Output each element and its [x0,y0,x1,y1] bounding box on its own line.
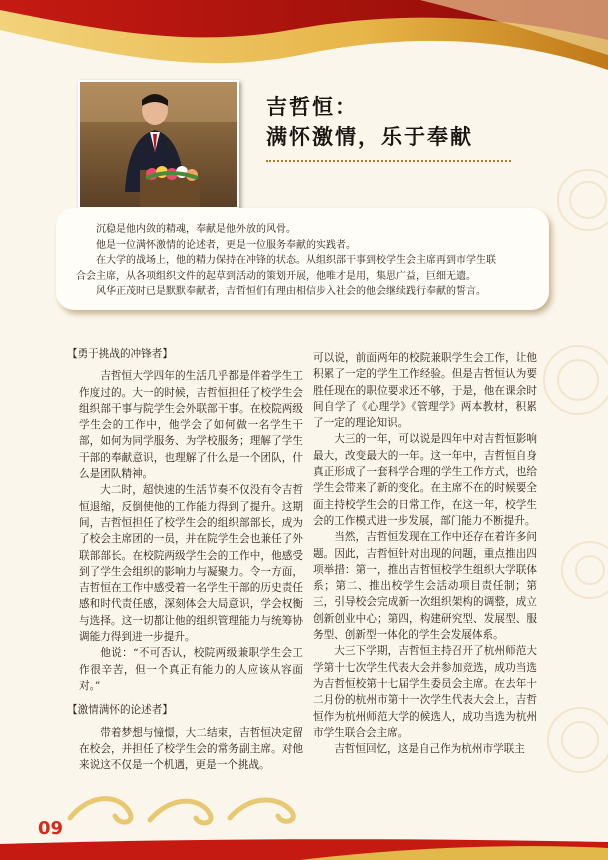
page-number: 09 [38,818,64,839]
footer-band [0,838,608,860]
portrait-photo [78,80,239,209]
gold-swirl-ornament [60,788,320,828]
quote-line: 沉稳是他内敛的精魂，奉献是他外放的风骨。 [96,224,296,235]
right-column [313,350,537,757]
quote-line: 他是一位满怀激情的论述者，更是一位服务奉献的实践者。 [96,239,356,251]
quote-line: 在大学的战场上，他的精力保持在冲锋的状态。从组织部干事到校学生会主席再到市学生联 [96,255,496,266]
paragraph: 他说：“不可否认，校院两级兼职学生会工作很辛苦，但一个真正有能力的人应该从容面对。” [79,647,303,692]
title-divider [266,160,511,162]
paragraph: 大三的一年，可以说是四年中对吉哲恒影响最大，改变最大的一年。这一年中，吉哲恒自身真正形成了一套科学合理的学生工作方式，也给学生会带来了新的变化。在主席不在的时候要全面主持校学生会的日常工作，在这一年，校学生会的工作模式进一步发展，部门能力不断提升。 [313,433,537,527]
quote-line: 风华正茂时已是默默奉献者，吉哲恒们有理由相信步入社会的他会继续践行奉献的誓言。 [96,286,486,297]
quote-line: 合会主席，从各项组织文件的起草到活动的策划开展，他唯才是用，集思广益，巨细无遗。 [76,270,476,282]
paragraph: 大二时，超快速的生活节奏不仅没有令吉哲恒退缩，反倒使他的工作能力得到了提升。这期间，吉哲恒担任了校学生会的组织部部长，成为了校会主席团的一员，并在院学生会也兼任了外联部部长。在校院两级学生会的工作中，他感受到了学生会组织的影响力与凝聚力。令一方面，吉哲恒在工作中感受着一名学生干部的历史责任感和时代责任感，深刻体会大局意识，学会权衡与选择。这一切都让他的组织管理能力与统筹协调能力得到进一步提升。 [79,484,303,644]
section-heading: 【勇于挑战的冲锋者】 [67,348,173,360]
section-heading: 【激情满怀的论述者】 [67,704,173,717]
title-line-1: 吉哲恒： [266,95,358,119]
paragraph: 带着梦想与憧憬，大二结束，吉哲恒决定留在校会，并担任了校学生会的常务副主席。对他来说这不仅是一个机遇，更是一个挑战。 [79,726,303,772]
article-title [266,92,566,162]
paragraph: 可以说，前面两年的校院兼职学生会工作，让他积累了一定的学生工作经验。但是吉哲恒认为要胜任现在的职位要求还不够，于是，他在课余时间自学了《心理学》《管理学》两本教材，积累了一定的理论知识。 [313,352,537,430]
paragraph: 吉哲恒回忆，这是自己作为杭州市学联主 [334,743,525,756]
intro-quote-box [56,208,549,310]
paragraph: 大三下学期，吉哲恒主持召开了杭州师范大学第十七次学生代表大会并参加竞选，成功当选为吉哲恒校第十七届学生委员会主席。在去年十二月份的杭州市第十一次学生代表大会上，吉哲恒作为杭州师范大学的候选人，成功当选为杭州市学生联合会主席。 [313,645,537,739]
paragraph: 吉哲恒大学四年的生活几乎都是伴着学生工作度过的。大一的时候，吉哲恒担任了校学生会组织部干事与院学生会外联部干事。在校院两级学生会的工作中，他学会了如何做一名学生干部，如何为同学服务、为学校服务；理解了学生干部的奉献意识，也理解了什么是一个团队，什么是团队精神。 [79,370,303,481]
paragraph: 当然，吉哲恒发现在工作中还存在着许多问题。因此，吉哲恒针对出现的问题，重点推出四项举措：第一，推出吉哲恒校学生组织大学联体系；第二、推出校学生会活动项目责任制；第三，引导校会完成新一次组织架构的调整，成立创新创业中心；第四，构建研究型、发展型、服务型、创新型一体化的学生会发展体系。 [313,531,537,642]
left-column [67,346,303,773]
title-line-2: 满怀激情，乐于奉献 [266,125,473,149]
